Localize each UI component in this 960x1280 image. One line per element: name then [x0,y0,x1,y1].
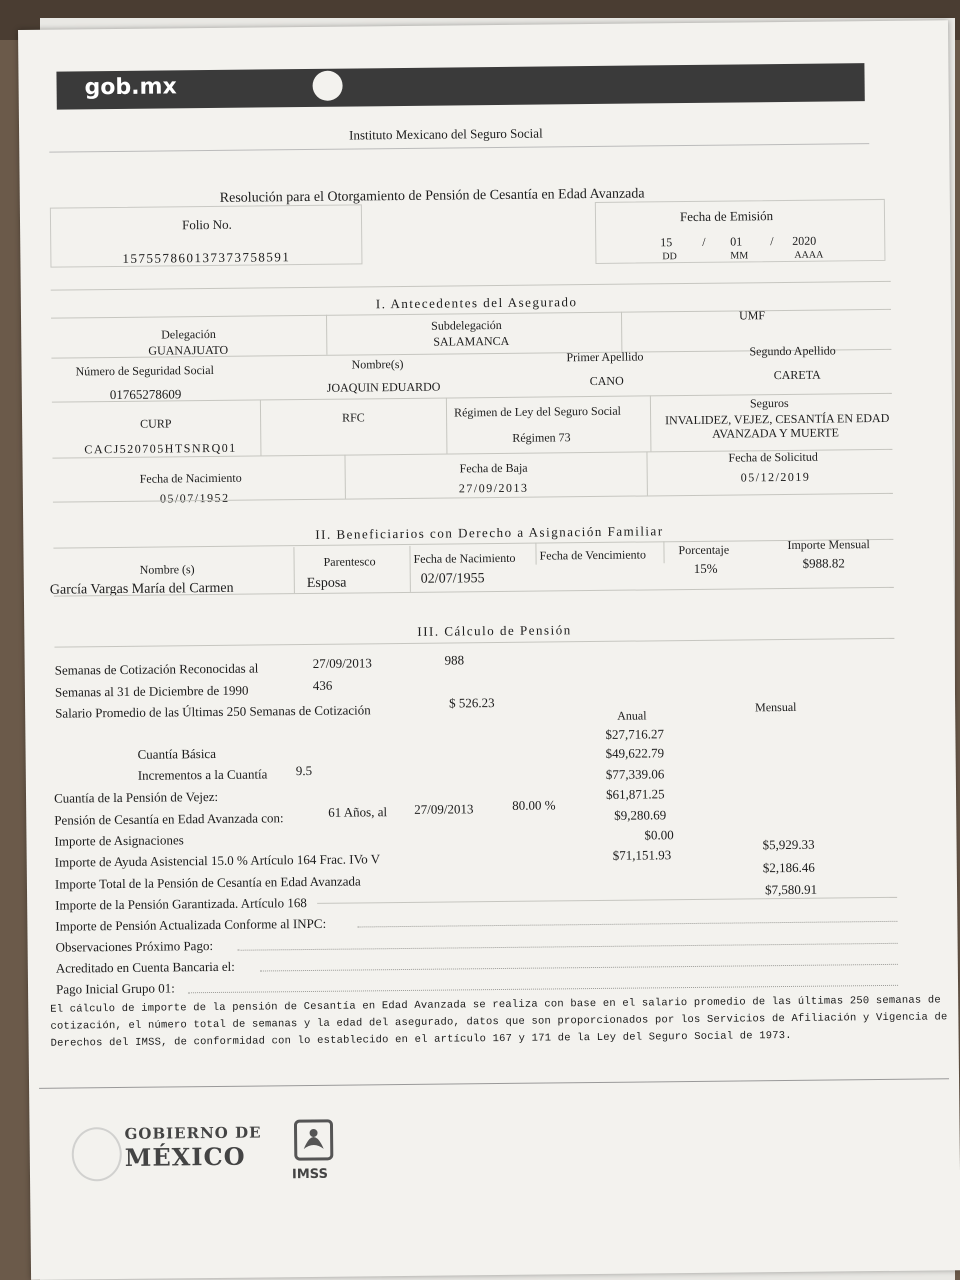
divider [344,455,345,499]
aaaa-label: AAAA [794,249,824,261]
solicitud-value: 05/12/2019 [740,469,811,485]
ben-nacimiento: 02/07/1955 [420,571,485,587]
anual-3: $77,339.06 [605,766,665,782]
seguros-value-1: INVALIDEZ, VEJEZ, CESANTÍA EN EDAD [665,410,890,428]
ayuda-label: Importe de Ayuda Asistencial 15.0 % Artículo 164 Frac. IVo V [54,851,381,870]
nacimiento-value: 05/07/1952 [159,490,230,506]
ben-importe: $988.82 [802,555,845,571]
cesantia-edad: 61 Años, al [328,804,388,820]
baja-value: 27/09/2013 [458,480,529,496]
ben-header-importe: Importe Mensual [787,537,870,552]
cesantia-porcentaje: 80.00 % [512,797,556,813]
rfc-label: RFC [342,410,365,425]
anual-header: Anual [617,708,647,723]
ben-header-porcentaje: Porcentaje [678,542,730,558]
asignaciones-label: Importe de Asignaciones [54,832,184,849]
umf-label: UMF [738,308,766,323]
divider [621,312,622,352]
divider [326,315,327,355]
section-1-title: I. Antecedentes del Asegurado [375,294,578,312]
total-label: Importe Total de la Pensión de Cesantía en Edad Avanzada [54,873,361,892]
incrementos-label: Incrementos a la Cuantía [137,766,268,783]
delegacion-value: GUANAJUATO [148,342,229,358]
semanas-1990-value: 436 [312,677,333,693]
divider [646,451,647,495]
regimen-value: Régimen 73 [512,430,571,445]
seguros-label: Seguros [749,395,789,411]
section-3-title: III. Cálculo de Pensión [417,622,572,639]
anual-4: $61,871.25 [605,786,665,802]
gobierno-logo-line-1: GOBIERNO DE [124,1123,262,1143]
anual-1: $27,716.27 [605,726,664,742]
calculation-note: El cálculo de importe de la pensión de Cesantía en Edad Avanzada se realiza con base en el salario promedio de las últimas 250 semanas de cotización, el número total de semanas y la edad del asegurado, datos que son proporcionados por los Servicios de Afiliación y Vigencia de Derechos del IMSS, de conformidad con lo establecido en el artículo 167 y 171 de la Ley del Seguro Social de 1973. [50,994,948,1050]
ben-header-nacimiento: Fecha de Nacimiento [413,550,516,566]
fecha-sep-1: / [702,234,706,249]
cesantia-fecha: 27/09/2013 [414,801,474,817]
solicitud-label: Fecha de Solicitud [728,449,818,465]
nombre-label: Nombre(s) [351,356,404,372]
mensual-1: $5,929.33 [762,836,815,853]
curp-value: CACJ520705HTSNRQ01 [84,440,237,457]
vejez-label: Cuantía de la Pensión de Vejez: [53,788,219,806]
divider [188,985,898,993]
regimen-label: Régimen de Ley del Seguro Social [453,403,622,420]
curp-label: CURP [140,416,172,431]
semanas-1990-label: Semanas al 31 de Diciembre de 1990 [54,682,249,700]
nss-value: 01765278609 [109,386,182,403]
mensual-header: Mensual [755,699,797,715]
divider [238,943,898,951]
fecha-emision-label: Fecha de Emisión [679,208,774,225]
folio-label: Folio No. [181,216,232,233]
gobierno-seal-icon [71,1127,122,1182]
divider [260,399,262,455]
fecha-mm: 01 [730,234,743,249]
anual-6: $0.00 [644,827,674,843]
salario-promedio-value: $ 526.23 [448,695,495,711]
divider [663,541,664,563]
gob-banner [56,63,864,109]
ben-porcentaje: 15% [693,560,718,576]
divider [260,964,898,972]
ben-nombre: García Vargas María del Carmen [49,580,234,598]
pago-inicial-label: Pago Inicial Grupo 01: [55,980,175,997]
fecha-aaaa: 2020 [792,233,817,248]
cesantia-label: Pensión de Cesantía en Edad Avanzada con: [54,810,284,828]
ben-parentesco: Esposa [306,575,347,592]
anual-7: $71,151.93 [612,847,672,863]
document-page [18,20,960,1280]
divider [51,281,891,291]
seguros-value-2: AVANZADA Y MUERTE [712,425,839,441]
segundo-apellido-label: Segundo Apellido [749,343,836,359]
fecha-sep-2: / [770,234,774,249]
observaciones-label: Observaciones Próximo Pago: [55,938,214,955]
subdelegacion-label: Subdelegación [431,317,502,333]
semanas-reconocidas-fecha: 27/09/2013 [312,655,372,671]
nombre-value: JOAQUIN EDUARDO [326,379,441,395]
semanas-reconocidas-label: Semanas de Cotización Reconocidas al [54,660,259,678]
inpc-label: Importe de Pensión Actualizada Conforme al INPC: [55,915,327,934]
banner-circle-icon [312,71,342,101]
salario-promedio-label: Salario Promedio de las Últimas 250 Semanas de Cotización [55,702,371,721]
divider [650,395,652,451]
gobierno-mexico-logo [124,1124,261,1172]
primer-apellido-label: Primer Apellido [566,349,644,365]
divider [317,897,897,904]
anual-5: $9,280.69 [614,807,667,823]
nacimiento-label: Fecha de Nacimiento [139,470,242,486]
mensual-2: $2,186.46 [762,859,815,876]
segundo-apellido-value: CARETA [773,367,821,383]
fecha-dd: 15 [660,235,673,250]
ben-header-nombre: Nombre (s) [139,562,195,577]
divider [409,546,410,592]
imss-logo-text: IMSS [291,1166,329,1183]
institute-name: Instituto Mexicano del Seguro Social [349,125,543,143]
divider [54,638,894,648]
incrementos-value: 9.5 [295,762,313,779]
garantizada-label: Importe de la Pensión Garantizada. Artículo 168 [55,895,307,913]
dd-label: DD [662,251,677,263]
primer-apellido-value: CANO [589,373,624,389]
subdelegacion-value: SALAMANCA [433,333,510,349]
divider [357,921,897,928]
cuantia-basica-label: Cuantía Básica [137,745,217,762]
ben-header-parentesco: Parentesco [323,554,376,569]
section-2-title: II. Beneficiarios con Derecho a Asignación Familiar [315,523,664,542]
mm-label: MM [730,250,749,262]
divider [446,398,448,454]
document-title: Resolución para el Otorgamiento de Pensión de Cesantía en Edad Avanzada [219,186,645,206]
folio-value: 157557860137373758591 [122,249,291,266]
footer-divider [39,1078,949,1089]
semanas-reconocidas-value: 988 [444,652,465,668]
baja-label: Fecha de Baja [459,460,528,476]
anual-2: $49,622.79 [605,745,665,761]
acreditado-label: Acreditado en Cuenta Bancaria el: [55,958,235,976]
divider [293,547,294,593]
ben-header-vencimiento: Fecha de Vencimiento [539,547,647,563]
gobierno-logo-line-2: MÉXICO [124,1141,246,1172]
divider [49,143,869,153]
nss-label: Número de Seguridad Social [75,362,214,379]
divider [535,543,536,565]
delegacion-label: Delegación [161,326,216,342]
gob-mx-logo: gob.mx [84,74,177,101]
mensual-3: $7,580.91 [764,881,818,898]
